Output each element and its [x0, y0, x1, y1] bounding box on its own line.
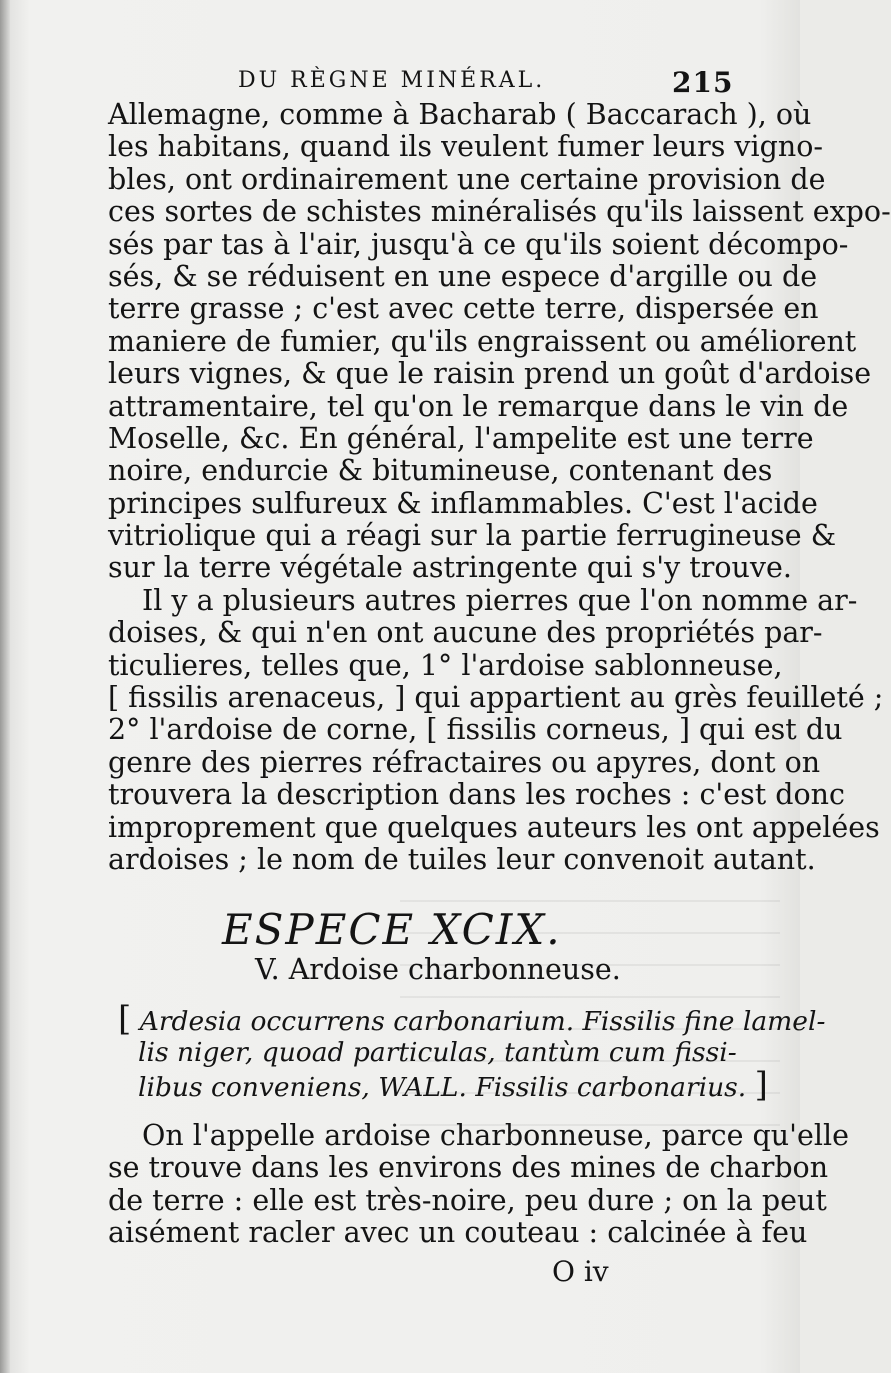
text-line: attramentaire, tel qu'on le remarque dans le vin de [108, 389, 849, 423]
text-line: noire, endurcie & bitumineuse, contenant des [108, 454, 773, 488]
close-bracket: ] [754, 1065, 768, 1105]
text-line: vitriolique qui a réagi sur la partie ferrugineuse & [108, 519, 837, 553]
paragraph-2 [108, 583, 884, 877]
page-number: 215 [672, 66, 734, 99]
text-line: bles, ont ordinairement une certaine provision de [108, 162, 826, 196]
text-line: genre des pierres réfractaires ou apyres, dont on [108, 745, 821, 779]
text-line: sés par tas à l'air, jusqu'à ce qu'ils soient décompo- [108, 227, 849, 261]
text-line: ces sortes de schistes minéralisés qu'ils laissent expo- [108, 195, 891, 229]
page-gutter-shadow [0, 0, 10, 1373]
paragraph-1 [108, 98, 891, 585]
text-line: Allemagne, comme à Bacharab ( Baccarach ), où [108, 98, 812, 131]
text-line: sés, & se réduisent en une espece d'argille ou de [108, 259, 818, 293]
text-line: de terre : elle est très-noire, peu dure ; on la peut [108, 1183, 827, 1217]
text-line: ticulieres, telles que, 1° l'ardoise sablonneuse, [108, 648, 783, 682]
paragraph-3 [108, 1119, 849, 1250]
synonymy-line: lis niger, quoad particulas, tantùm cum fissi- [138, 1037, 737, 1068]
text-line: terre grasse ; c'est avec cette terre, dispersée en [108, 292, 819, 326]
text-line: les habitans, quand ils veulent fumer leurs vigno- [108, 130, 823, 164]
text-line: Moselle, &c. En général, l'ampelite est une terre [108, 421, 814, 455]
text-line: 2° l'ardoise de corne, [ fissilis corneus, ] qui est du [108, 713, 843, 747]
text-line: On l'appelle ardoise charbonneuse, parce qu'elle [142, 1119, 849, 1152]
open-bracket: [ [118, 999, 132, 1039]
text-line: aisément racler avec un couteau : calcinée à feu [108, 1216, 808, 1250]
text-line: maniere de fumier, qu'ils engraissent ou améliorent [108, 324, 857, 358]
text-line: [ fissilis arenaceus, ] qui appartient au grès feuilleté ; [108, 681, 884, 715]
text-line: improprement que quelques auteurs les ont appelées [108, 810, 880, 844]
synonymy-line [118, 999, 826, 1039]
species-subheading: V. Ardoise charbonneuse. [255, 953, 621, 986]
species-heading: ESPECE XCIX. [222, 905, 562, 954]
text-line: principes sulfureux & inflammables. C'est l'acide [108, 486, 818, 520]
text-line: se trouve dans les environs des mines de charbon [108, 1151, 829, 1185]
text-line: Il y a plusieurs autres pierres que l'on nomme ar- [142, 583, 858, 617]
text-line: leurs vignes, & que le raisin prend un goût d'ardoise [108, 357, 872, 391]
synonymy-block [118, 999, 826, 1105]
text-line: ardoises ; le nom de tuiles leur convenoit autant. [108, 842, 816, 876]
text-line: trouvera la description dans les roches : c'est donc [108, 778, 845, 812]
text-line: doises, & qui n'en ont aucune des propriétés par- [108, 616, 823, 650]
text-line: sur la terre végétale astringente qui s'y trouve. [108, 551, 792, 585]
signature-mark: O iv [552, 1255, 609, 1288]
running-title: DU RÈGNE MINÉRAL. [238, 68, 546, 93]
body-text-upper [108, 98, 891, 876]
synonymy-text: Ardesia occurrens carbonarium. Fissilis fine lamel- [139, 1006, 826, 1037]
synonymy-text: libus conveniens, WALL. Fissilis carbonarius. [138, 1072, 747, 1103]
synonymy-line [118, 1065, 768, 1105]
